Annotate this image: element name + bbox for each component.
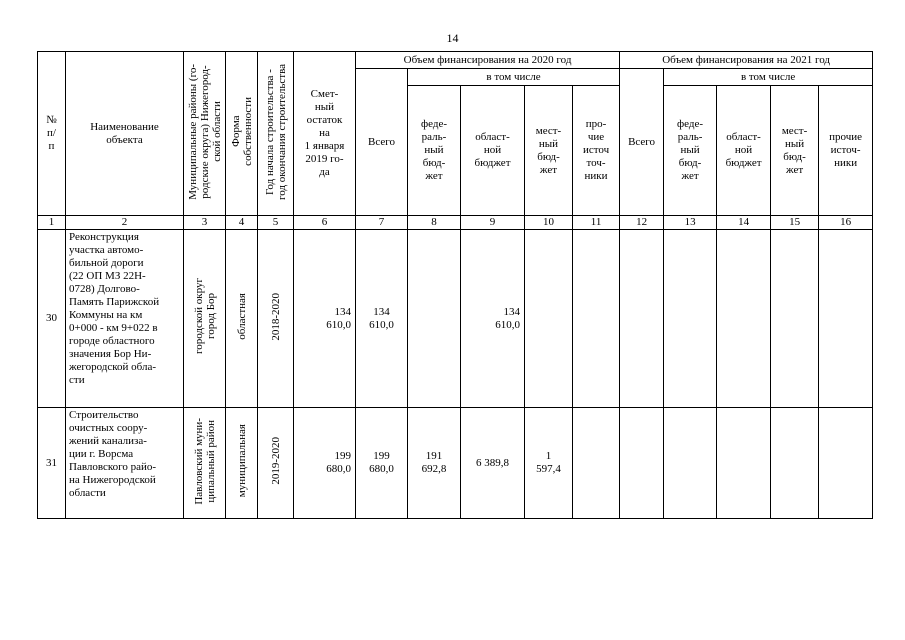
header-fin-2020: Объем финансирования на 2020 год: [356, 52, 620, 69]
col-num: 16: [819, 216, 873, 230]
header-federal-2021: феде- раль- ный бюд- жет: [664, 86, 717, 216]
header-total-2021: Всего: [620, 69, 664, 216]
local-2020-value: 1 597,4: [525, 408, 573, 519]
header-regional-2021: област- ной бюджет: [717, 86, 771, 216]
district-text: Павловский муни- ципальный район: [192, 417, 217, 505]
federal-2020-value: [408, 230, 461, 408]
local-2021-value: [771, 408, 819, 519]
col-num: 10: [525, 216, 573, 230]
local-2021-value: [771, 230, 819, 408]
ownership-cell: [226, 408, 258, 519]
federal-2021-value: [664, 408, 717, 519]
object-name: Строительство очистных соору- жений канализа- ции г. Ворсма Павловского райо- на Нижегородской области: [66, 408, 184, 519]
district-cell: [184, 408, 226, 519]
district-text: городской округ город Бор: [192, 278, 217, 355]
table-row: [38, 408, 873, 519]
header-regional-2020: област- ной бюджет: [461, 86, 525, 216]
header-district-text: Муниципальные районы (го- родские округа) Нижегород- ской области: [186, 63, 223, 200]
col-num: 12: [620, 216, 664, 230]
years-text: 2018-2020: [269, 292, 282, 341]
col-num: 9: [461, 216, 525, 230]
header-years: [258, 52, 294, 216]
column-number-row: [38, 216, 873, 230]
other-2020-value: [573, 408, 620, 519]
header-total-2020: Всего: [356, 69, 408, 216]
header-federal-2020: феде- раль- ный бюд- жет: [408, 86, 461, 216]
years-cell: [258, 230, 294, 408]
col-num: 11: [573, 216, 620, 230]
col-num: 3: [184, 216, 226, 230]
total-2021-value: [620, 230, 664, 408]
district-cell: [184, 230, 226, 408]
page-number: 14: [446, 31, 459, 45]
col-num: 8: [408, 216, 461, 230]
estimate-value: 199 680,0: [294, 408, 356, 519]
col-num: 14: [717, 216, 771, 230]
header-name: Наименование объекта: [66, 52, 184, 216]
col-num: 15: [771, 216, 819, 230]
regional-2020-value: 134 610,0: [461, 230, 525, 408]
header-ownership: [226, 52, 258, 216]
object-name: Реконструкция участка автомо- бильной дороги (22 ОП МЗ 22Н- 0728) Долгово- Память Парижской Коммуны на км 0+000 - км 9+022 в городе областного значения Бор Ни- жегородской обла- сти: [66, 230, 184, 408]
regional-2020-value: 6 389,8: [461, 408, 525, 519]
row-no: 30: [38, 230, 66, 408]
header-no: № п/ п: [38, 52, 66, 216]
federal-2020-value: 191 692,8: [408, 408, 461, 519]
other-2020-value: [573, 230, 620, 408]
header-local-2021: мест- ный бюд- жет: [771, 86, 819, 216]
regional-2021-value: [717, 408, 771, 519]
other-2021-value: [819, 230, 873, 408]
header-local-2020: мест- ный бюд- жет: [525, 86, 573, 216]
total-2021-value: [620, 408, 664, 519]
header-including-2021: в том числе: [664, 69, 873, 86]
row-no: 31: [38, 408, 66, 519]
col-num: 5: [258, 216, 294, 230]
ownership-text: муниципальная: [235, 424, 248, 498]
header-including-2020: в том числе: [408, 69, 620, 86]
other-2021-value: [819, 408, 873, 519]
estimate-value: 134 610,0: [294, 230, 356, 408]
header-estimate: Смет- ный остаток на 1 января 2019 го- да: [294, 52, 356, 216]
ownership-cell: [226, 230, 258, 408]
financing-table: [37, 51, 873, 519]
years-text: 2019-2020: [269, 437, 282, 485]
col-num: 1: [38, 216, 66, 230]
header-other-2021: прочие источ- ники: [819, 86, 873, 216]
regional-2021-value: [717, 230, 771, 408]
total-2020-value: 199 680,0: [356, 408, 408, 519]
col-num: 2: [66, 216, 184, 230]
table-row: [38, 230, 873, 408]
header-fin-2021: Объем финансирования на 2021 год: [620, 52, 873, 69]
total-2020-value: 134 610,0: [356, 230, 408, 408]
header-district: [184, 52, 226, 216]
col-num: 4: [226, 216, 258, 230]
header-years-text: Год начала строительства - год окончания строительства: [263, 63, 288, 200]
header-ownership-text: Форма собственности: [229, 97, 254, 166]
federal-2021-value: [664, 230, 717, 408]
header-other-2020: про- чие источ точ- ники: [573, 86, 620, 216]
years-cell: [258, 408, 294, 519]
col-num: 6: [294, 216, 356, 230]
ownership-text: областная: [235, 293, 248, 340]
col-num: 7: [356, 216, 408, 230]
col-num: 13: [664, 216, 717, 230]
local-2020-value: [525, 230, 573, 408]
